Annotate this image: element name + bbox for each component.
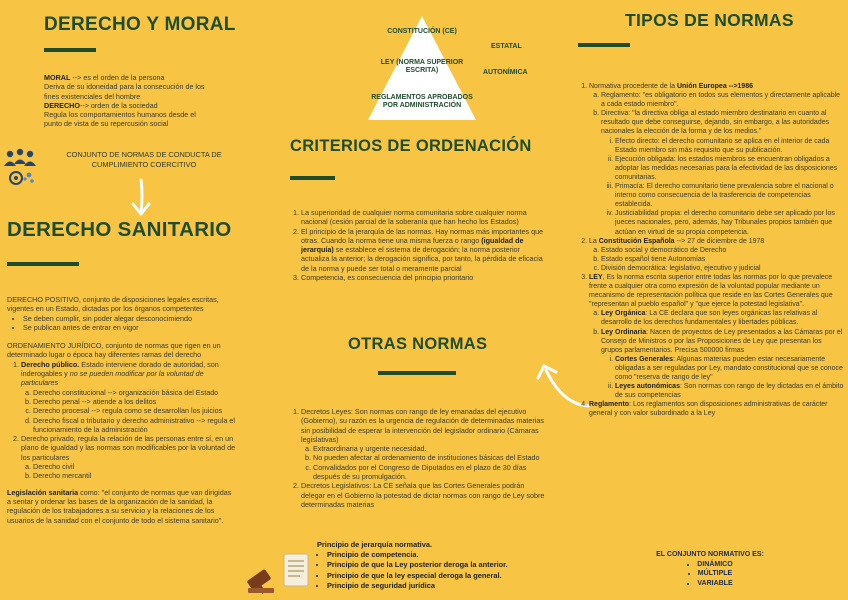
criterios-title: CRITERIOS DE ORDENACIÓN xyxy=(290,137,532,155)
title-underline xyxy=(578,43,630,47)
list-item xyxy=(301,407,550,481)
publico-text: Estado interviene dorado de autoridad, son xyxy=(79,359,219,369)
jerarquia-list xyxy=(315,550,555,591)
estatal-label: ESTATAL xyxy=(491,43,522,50)
list-item: i. Efecto directo: el derecho comunitario se aplica en el interior de cada Estado miembro sin más requisito que su publicación. xyxy=(615,137,844,155)
derecho-sanitario-title: DERECHO SANITARIO xyxy=(7,218,232,241)
reglamento-text: : Los reglamentos son disposiciones administrativas de carácter general y con valor subordinado a la Ley xyxy=(589,401,828,418)
gavel-document-icon xyxy=(246,552,312,594)
title-underline xyxy=(7,262,79,266)
ley-sublist xyxy=(589,309,844,400)
privado-text: los particulares xyxy=(21,452,70,462)
pyramid-mid-label xyxy=(372,59,472,75)
down-arrow-icon xyxy=(128,178,156,218)
ce-date: --> 27 de diciembre de 1978 xyxy=(674,237,765,245)
moral-line: fines existenciales del hombre xyxy=(44,91,141,101)
list-item: • Principio de que la ley especial deroga la general. xyxy=(327,571,555,581)
tipos-normas-body xyxy=(580,82,844,418)
ordenamiento-line: determinado lugar o época hay diferentes ramas del derecho xyxy=(7,350,202,360)
positivo-line: vigentes en un Estado, dictadas por los órganos competentes xyxy=(7,304,204,314)
list-item xyxy=(601,328,844,401)
cortes-text: : Algunas materias pueden estar necesariamente obligadas a ser reguladas por Ley, mandato constitucional que se conoce como "reserva de rango de ley" xyxy=(615,355,843,381)
list-item: 2. El principio de la jerarquía de las normas. Hay normas más importantes que otras. Cuando la norma tiene una misma fuerza o rango (igualdad de jerarquía) se establece el sistema de derogación; la norma posterior actualiza la anterior; la derogación significa, por tanto, la pérdida de eficacia de la norma y puede ser total o meramente parcial xyxy=(301,227,544,273)
list-item: • DINÁMICO xyxy=(610,560,810,570)
list-item: a. Estado social y democrático de Derecho xyxy=(601,246,844,255)
list-item: c. División democrática: legislativo, ejecutivo y judicial xyxy=(601,264,844,273)
ordinaria-sublist xyxy=(601,355,844,400)
conjunto-normas-caption xyxy=(44,150,244,170)
publico-text: inderogables y xyxy=(21,369,70,379)
privado-text: plano de igualdad y las normas son modificables por la voluntad de xyxy=(21,443,236,453)
list-item: a. Reglamento: "es obligatorio en todos sus elementos y directamente aplicable a cada estado miembro". xyxy=(601,91,844,109)
list-item xyxy=(601,109,844,236)
jerarquia-title: Principio de jerarquía normativa. xyxy=(317,540,432,549)
legislacion-line: usuarios de la sanidad con el conjunto de todo el sistema sanitario". xyxy=(7,515,224,525)
list-item: c. Convalidados por el Congreso de Diputados en el plazo de 30 días después de su promulgación. xyxy=(313,463,550,482)
list-item: • Principio de seguridad jurídica xyxy=(327,581,555,591)
tipos-normas-title: TIPOS DE NORMAS xyxy=(625,10,794,30)
decretos-leyes-text: Decretos Leyes: Son normas con rango de ley emanadas del ejecutivo (Gobierno), su razón es la urgencia de regulación de determinadas materias sin posibilidad de esperar la intervención del legislador ordinario (Cámaras legislativas) xyxy=(301,407,544,444)
list-item xyxy=(21,434,265,480)
ce-text: La xyxy=(589,237,599,245)
list-item: b. Derecho mercantil xyxy=(33,471,265,480)
list-item xyxy=(589,400,844,418)
positivo-line: DERECHO POSITIVO, conjunto de disposiciones legales escritas, xyxy=(7,295,219,304)
list-item: b. Estado español tiene Autonomías xyxy=(601,255,844,264)
moral-text: --> es el orden de la persona xyxy=(70,73,165,82)
list-item: d. Derecho fiscal o tributario y derecho administrativo --> regula el funcionamiento de la administración xyxy=(33,416,265,435)
cortes-label: Cortes Generales xyxy=(615,355,673,363)
legislacion-line: a sentar y ordenar las bases de la organización de la sanidad, la xyxy=(7,496,213,506)
ley-label: LEY xyxy=(589,273,603,281)
list-item: • Se publican antes de entrar en vigor xyxy=(23,323,265,332)
ue-text: Normativa procedente de la xyxy=(589,83,677,90)
derecho-line: Regula los comportamientos humanos desde el xyxy=(44,110,196,120)
tipos-list xyxy=(580,82,844,418)
derecho-moral-title: DERECHO Y MORAL xyxy=(44,14,236,35)
ordinaria-label: Ley Ordinaria xyxy=(601,328,647,336)
moral-label: MORAL xyxy=(44,73,71,82)
legislacion-line: regulación de los trabajadores a su servicio y la relaciones de los xyxy=(7,506,215,516)
caption-line: CONJUNTO DE NORMAS DE CONDUCTA DE xyxy=(66,150,222,159)
derecho-sanitario-body xyxy=(7,295,265,525)
otras-list xyxy=(292,407,550,509)
list-item: 1. La superioridad de cualquier norma comunitaria sobre cualquier norma nacional (cesión parcial de la soberanía que han hecho los Estados) xyxy=(301,208,544,227)
legislacion-label: Legislación sanitaria xyxy=(7,487,79,497)
jerarquia-block xyxy=(315,540,555,591)
title-underline xyxy=(378,371,456,375)
list-item: • Principio de competencia. xyxy=(327,550,555,560)
directiva-text: Directiva: "la directiva obliga al estado miembro destinatario en cuanto al resultado que debe conseguirse, dejando, sin embargo, a las autoridades nacionales la elección de la forma y de los medios." xyxy=(601,110,830,136)
legislacion-text: como: "el conjunto de normas que van dirigidas xyxy=(78,487,232,497)
criterios-list xyxy=(292,208,544,282)
pyramid-line: LEY (NORMA SUPERIOR xyxy=(380,59,464,66)
list-item xyxy=(589,237,844,273)
list-item: • MÚLTIPLE xyxy=(610,569,810,579)
pyramid-line: ESCRITA) xyxy=(405,67,439,74)
ordenamiento-line: ORDENAMIENTO JURÍDICO, conjunto de normas que rigen en un xyxy=(7,341,221,351)
list-item xyxy=(21,360,265,434)
publico-label: Derecho público. xyxy=(21,359,80,369)
list-item: iv. Justiciabilidad propia: el derecho comunitario debe ser aplicado por los jueces nacionales, pero, además, hay Tribunales propios también que actúan en virtud de su propia competencia. xyxy=(615,209,844,236)
list-item xyxy=(589,273,844,400)
directiva-sublist xyxy=(601,137,844,237)
title-underline xyxy=(290,176,335,180)
conjunto-normativo-block xyxy=(610,550,810,588)
list-item: ii. Ejecución obligada: los estados miembros se encuentran obligados a adoptar las medidas necesarias para la efectividad de las disposiciones comunitarias. xyxy=(615,155,844,182)
organica-label: Ley Orgánica xyxy=(601,310,646,318)
list-item: a. Extraordinaria y urgente necesidad. xyxy=(313,444,550,453)
derecho-line: punto de vista de su repercusión social xyxy=(44,119,169,129)
decretos-sublist xyxy=(301,444,550,481)
list-item: b. No pueden afectar al ordenamiento de instituciones básicas del Estado xyxy=(313,453,550,462)
autonomicas-label: Leyes autonómicas xyxy=(615,383,680,391)
people-icon xyxy=(2,146,38,190)
ue-label: Unión Europea -->1986 xyxy=(676,83,753,90)
list-item xyxy=(601,309,844,327)
title-underline xyxy=(44,48,96,52)
caption-line: CUMPLIMIENTO COERCITIVO xyxy=(91,160,197,169)
pyramid-top-label: CONSTITUCIÓN (CE) xyxy=(387,28,457,35)
ramas-list xyxy=(7,360,265,481)
derecho-text: --> orden de la sociedad xyxy=(79,100,158,110)
list-item xyxy=(589,82,844,237)
autonomicas-text: : Son normas con rango de ley dictadas en el ámbito de sus competencias xyxy=(615,383,844,400)
ley-text: , Es la norma escrita superior entre todas las normas por lo que prevalece frente a cualquier otra como expresión de la voluntad popular mediante un mecanismo de representación política que reside en las Cortes Generales que "representan al pueblo español" y "que ejerce la potestad legislativa". xyxy=(589,273,833,309)
otras-normas-title: OTRAS NORMAS xyxy=(348,335,488,353)
list-item: iii. Primacía: El derecho comunitario tiene prevalencia sobre el nacional o interno como consecuencia de la trasferencia de competencias establecida. xyxy=(615,182,844,209)
ce-sublist xyxy=(589,246,844,273)
otras-normas-body xyxy=(292,407,550,509)
list-item: • Se deben cumplir, sin poder alegar desconocimiendo xyxy=(23,314,265,323)
privado-sublist xyxy=(21,462,265,481)
list-item: a. Derecho civil xyxy=(33,462,265,471)
conjunto-list xyxy=(610,560,810,589)
publico-sublist xyxy=(21,388,265,434)
pyramid-bottom-label xyxy=(366,94,478,110)
list-item: • VARIABLE xyxy=(610,579,810,589)
list-item: b. Derecho penal --> atiende a los delitos xyxy=(33,397,265,406)
list-item: a. Derecho constitucional --> organización básica del Estado xyxy=(33,388,265,397)
pyramid-line: POR ADMINISTRACIÓN xyxy=(382,102,462,109)
pyramid-line: REGLAMENTOS APROBADOS xyxy=(371,94,473,101)
derecho-label: DERECHO xyxy=(44,100,80,110)
reglamento-label: Reglamento xyxy=(589,401,630,409)
moral-block xyxy=(44,73,274,129)
positivo-list xyxy=(7,314,265,333)
list-item: • Principio de que la Ley posterior deroga la anterior. xyxy=(327,560,555,570)
ue-sublist xyxy=(589,91,844,237)
moral-line: Deriva de su idoneidad para la consecución de los xyxy=(44,82,205,92)
list-item xyxy=(615,382,844,400)
list-item xyxy=(615,355,844,382)
privado-text: Derecho privado, regula la relación de las personas entre sí, en un xyxy=(21,434,234,444)
list-item: 2. Decretos Legislativos: La CE señala que las Cortes Generales podrán delegar en el Gobierno la potestad de dictar normas con rango de Ley sobre determinadas materias xyxy=(301,481,550,509)
conjunto-title: EL CONJUNTO NORMATIVO ES: xyxy=(656,551,764,558)
publico-italic: particulares xyxy=(21,378,59,388)
list-item: 3. Competencia, es consecuencia del principio prioritario xyxy=(301,273,544,282)
ordinaria-text: : Nacen de proyectos de Ley presentados a las Cámaras por el Consejo de Ministros o por las Proposiciones de Ley que presentan los grupos parlamentarios. Precisa 500000 firmas xyxy=(601,328,843,354)
organica-text: : La CE declara que son leyes orgánicas las relativas al desarrollo de los derechos fundamentales y libertades públicas. xyxy=(601,310,818,327)
publico-italic: no se pueden modificar por la voluntad de xyxy=(69,369,204,379)
list-item: c. Derecho procesal --> regula como se desarrollan los juicios xyxy=(33,406,265,415)
criterios-body xyxy=(292,208,544,282)
autonomica-label: AUTONÍMICA xyxy=(483,69,528,76)
ce-label: Constitución Española xyxy=(598,237,675,245)
